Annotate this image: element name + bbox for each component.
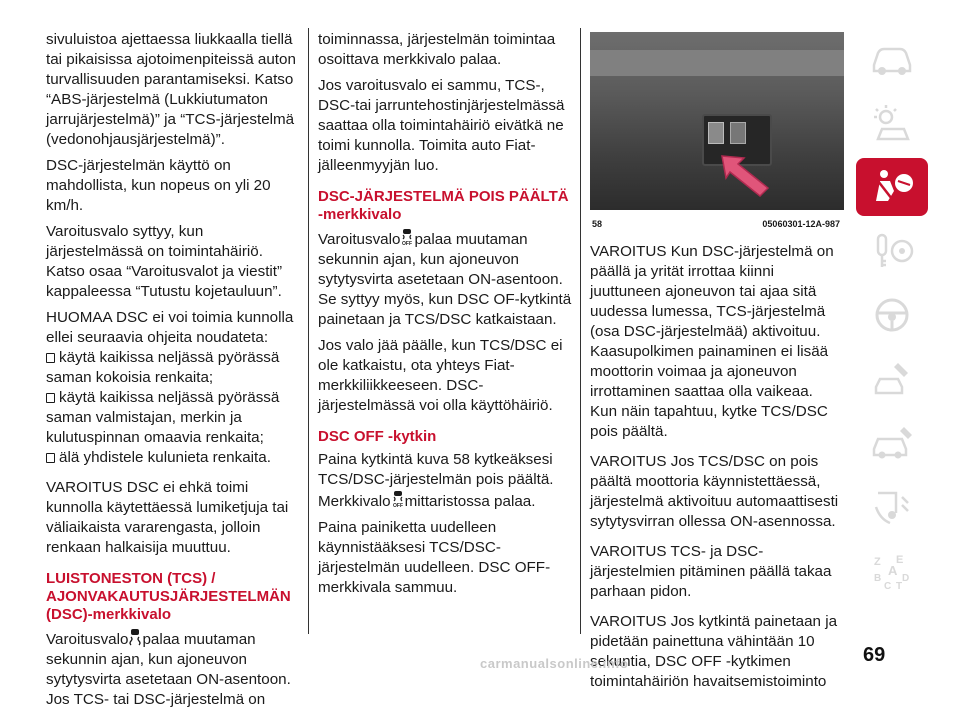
tab-emergency[interactable] — [856, 350, 928, 408]
svg-text:C: C — [884, 581, 892, 592]
warning-paragraph: VAROITUS Jos TCS/DSC on pois päältä moottoria käynnistettäessä, järjestelmä aktivoituu automaattisesti sytytysvirran ollessa ON-asennossa. — [590, 453, 839, 530]
svg-text:D: D — [902, 573, 910, 584]
paragraph: Jos varoitusvalo ei sammu, TCS-, DSC-tai jarruntehostinjärjestelmässä saattaa olla toimintahäiriö eivätkä ne toimi kunnolla. Toimita auto Fiat-jälleenmyyjän luo. — [318, 77, 565, 174]
svg-text:T: T — [896, 581, 903, 592]
list-item — [46, 448, 298, 468]
steering-wheel-icon — [868, 295, 916, 335]
warning-paragraph: VAROITUS Kun DSC-järjestelmä on päällä ja yrität irrottaa kiinni juuttuneen ajoneuvon tai ajaa sitä uudessa lumessa, TCS-järjestelmä (osa DSC-järjestelmää) aktivoituu. Kaasupolkimen painaminen ei lisää moottorin voimaa ja ajoneuvon irrottaminen saattaa olla vaikeaa. Kun näin tapahtuu, kytke TCS/DSC pois päältä. — [590, 243, 834, 440]
car-breakdown-icon — [868, 423, 916, 463]
svg-text:A: A — [888, 563, 898, 578]
column-divider — [308, 28, 309, 634]
dashboard-light-icon — [868, 103, 916, 143]
skid-car-warning-icon — [129, 628, 141, 646]
tab-starting[interactable] — [856, 222, 928, 280]
paragraph: Varoitusvalo syttyy, kun järjestelmässä on toimintahäiriö. Katso osaa “Varoitusvalot ja viestit” kappaleessa “Tutustu kojetauluun”. — [46, 223, 283, 300]
checkbox-bullet-icon — [46, 353, 55, 363]
dsc-off-switch — [708, 122, 724, 144]
tab-index[interactable] — [856, 542, 928, 600]
key-icon — [868, 231, 916, 271]
figure-caption — [590, 210, 844, 230]
dsc-switch-photo — [590, 32, 844, 210]
warning-paragraph: VAROITUS TCS- ja DSC- järjestelmien pitäminen päällä takaa parhaan pidon. — [590, 543, 832, 600]
paragraph: Paina kytkintä kuva 58 kytkeäksesi TCS/DSC-järjestelmän pois päältä. Merkkivalo OFF mittaristossa palaa. — [318, 451, 554, 510]
list-item-text: käytä kaikissa neljässä pyörässä saman valmistajan, merkin ja kulutuspinnan omaavia renkaita; — [46, 389, 280, 446]
list-item — [46, 388, 298, 448]
paragraph: Paina painiketta uudelleen käynnistääksesi TCS/DSC-järjestelmän uudelleen. DSC OFF-merkkivala sammuu. — [318, 519, 551, 596]
section-heading: DSC-JÄRJESTELMÄ POIS PÄÄLTÄ -merkkivalo — [318, 188, 569, 223]
tab-multimedia[interactable] — [856, 478, 928, 536]
dsc-off-warning-icon — [392, 490, 404, 508]
tab-car[interactable] — [856, 30, 928, 88]
tab-dashboard-lights[interactable] — [856, 94, 928, 152]
note-text: HUOMAA DSC ei voi toimia kunnolla ellei seuraavia ohjeita noudateta: — [46, 309, 294, 346]
text-column-2 — [318, 30, 574, 604]
section-heading: DSC OFF -kytkin — [318, 428, 437, 445]
checkbox-bullet-icon — [46, 453, 55, 463]
adjacent-switch — [730, 122, 746, 144]
tab-driving[interactable] — [856, 286, 928, 344]
wrench-car-icon — [868, 359, 916, 399]
figure-number: 58 — [592, 219, 603, 229]
watermark: carmanualsonline.info — [480, 656, 629, 671]
tab-safety[interactable] — [856, 158, 928, 216]
car-icon — [868, 39, 916, 79]
text-column-3 — [590, 30, 844, 698]
svg-text:OFF: OFF — [392, 503, 403, 509]
text-column-1 — [46, 30, 298, 716]
paragraph: DSC-järjestelmän käyttö on mahdollista, kun nopeus on yli 20 km/h. — [46, 157, 271, 214]
checkbox-bullet-icon — [46, 393, 55, 403]
paragraph: toiminnassa, järjestelmän toimintaa osoittava merkkivalo palaa. — [318, 31, 556, 68]
paragraph: sivuluistoa ajettaessa liukkaalla tiellä tai pikaisissa ajotoimenpiteissä auton turvallisuuden parantamiseksi. Katso “ABS-järjestelmä (Lukkiutumaton jarrujärjestelmä)” ja “TCS-järjestelmä (vedonohjausjärjestelmä)”. — [46, 31, 296, 148]
list-item-text: älä yhdistele kulunieta renkaita. — [59, 449, 271, 466]
dsc-off-warning-icon — [401, 228, 413, 246]
paragraph: Varoitusvalo palaa muutaman sekunnin ajan, kun ajoneuvon sytytysvirta asetetaan ON-asentoon. Jos TCS- tai DSC-järjestelmä on — [46, 628, 298, 710]
column-divider — [580, 28, 581, 634]
paragraph: Jos valo jää päälle, kun TCS/DSC ei ole katkaistu, ota yhteys Fiat-merkkiliikkeeseen. DSC-järjestelmässä voi olla käyttöhäiriö. — [318, 337, 563, 414]
svg-text:Z: Z — [874, 556, 881, 568]
seatbelt-airbag-icon — [868, 167, 916, 207]
chapter-sidebar — [856, 30, 928, 606]
list-item-text: käytä kaikissa neljässä pyörässä saman kokoisia renkaita; — [46, 349, 280, 386]
figure-code: 05060301-12A-987 — [762, 219, 840, 229]
multimedia-icon — [868, 487, 916, 527]
paragraph: Varoitusvalo OFF palaa muutaman sekunnin ajan, kun ajoneuvon sytytysvirta asetetaan ON-asentoon. Se syttyy myös, kun DSC OF-kytkintä painetaan ja TCS/DSC katkaistaan. — [318, 228, 574, 330]
section-heading: LUISTONESTON (TCS) / AJONVAKAUTUSJÄRJESTELMÄN (DSC)-merkkivalo — [46, 570, 291, 623]
list-item — [46, 348, 298, 388]
svg-text:OFF: OFF — [402, 241, 413, 247]
svg-text:E: E — [896, 554, 904, 566]
warning-paragraph: VAROITUS Jos kytkintä painetaan ja pidetään painettuna vähintään 10 sekuntia, DSC OFF -kytkimen toimintahäiriön havaitsemistoiminto — [590, 613, 838, 690]
index-letters-icon — [868, 551, 916, 591]
dashboard-trim — [590, 50, 844, 76]
svg-text:B: B — [874, 573, 882, 584]
page-number: 69 — [863, 644, 886, 666]
warning-paragraph: VAROITUS DSC ei ehkä toimi kunnolla käytettäessä lumiketjuja tai väliaikaista vararengasta, jolloin renkaan halkaisija muuttuu. — [46, 479, 289, 556]
tab-maintenance[interactable] — [856, 414, 928, 472]
note-paragraph — [46, 308, 298, 468]
pointer-arrow-icon — [718, 150, 778, 200]
